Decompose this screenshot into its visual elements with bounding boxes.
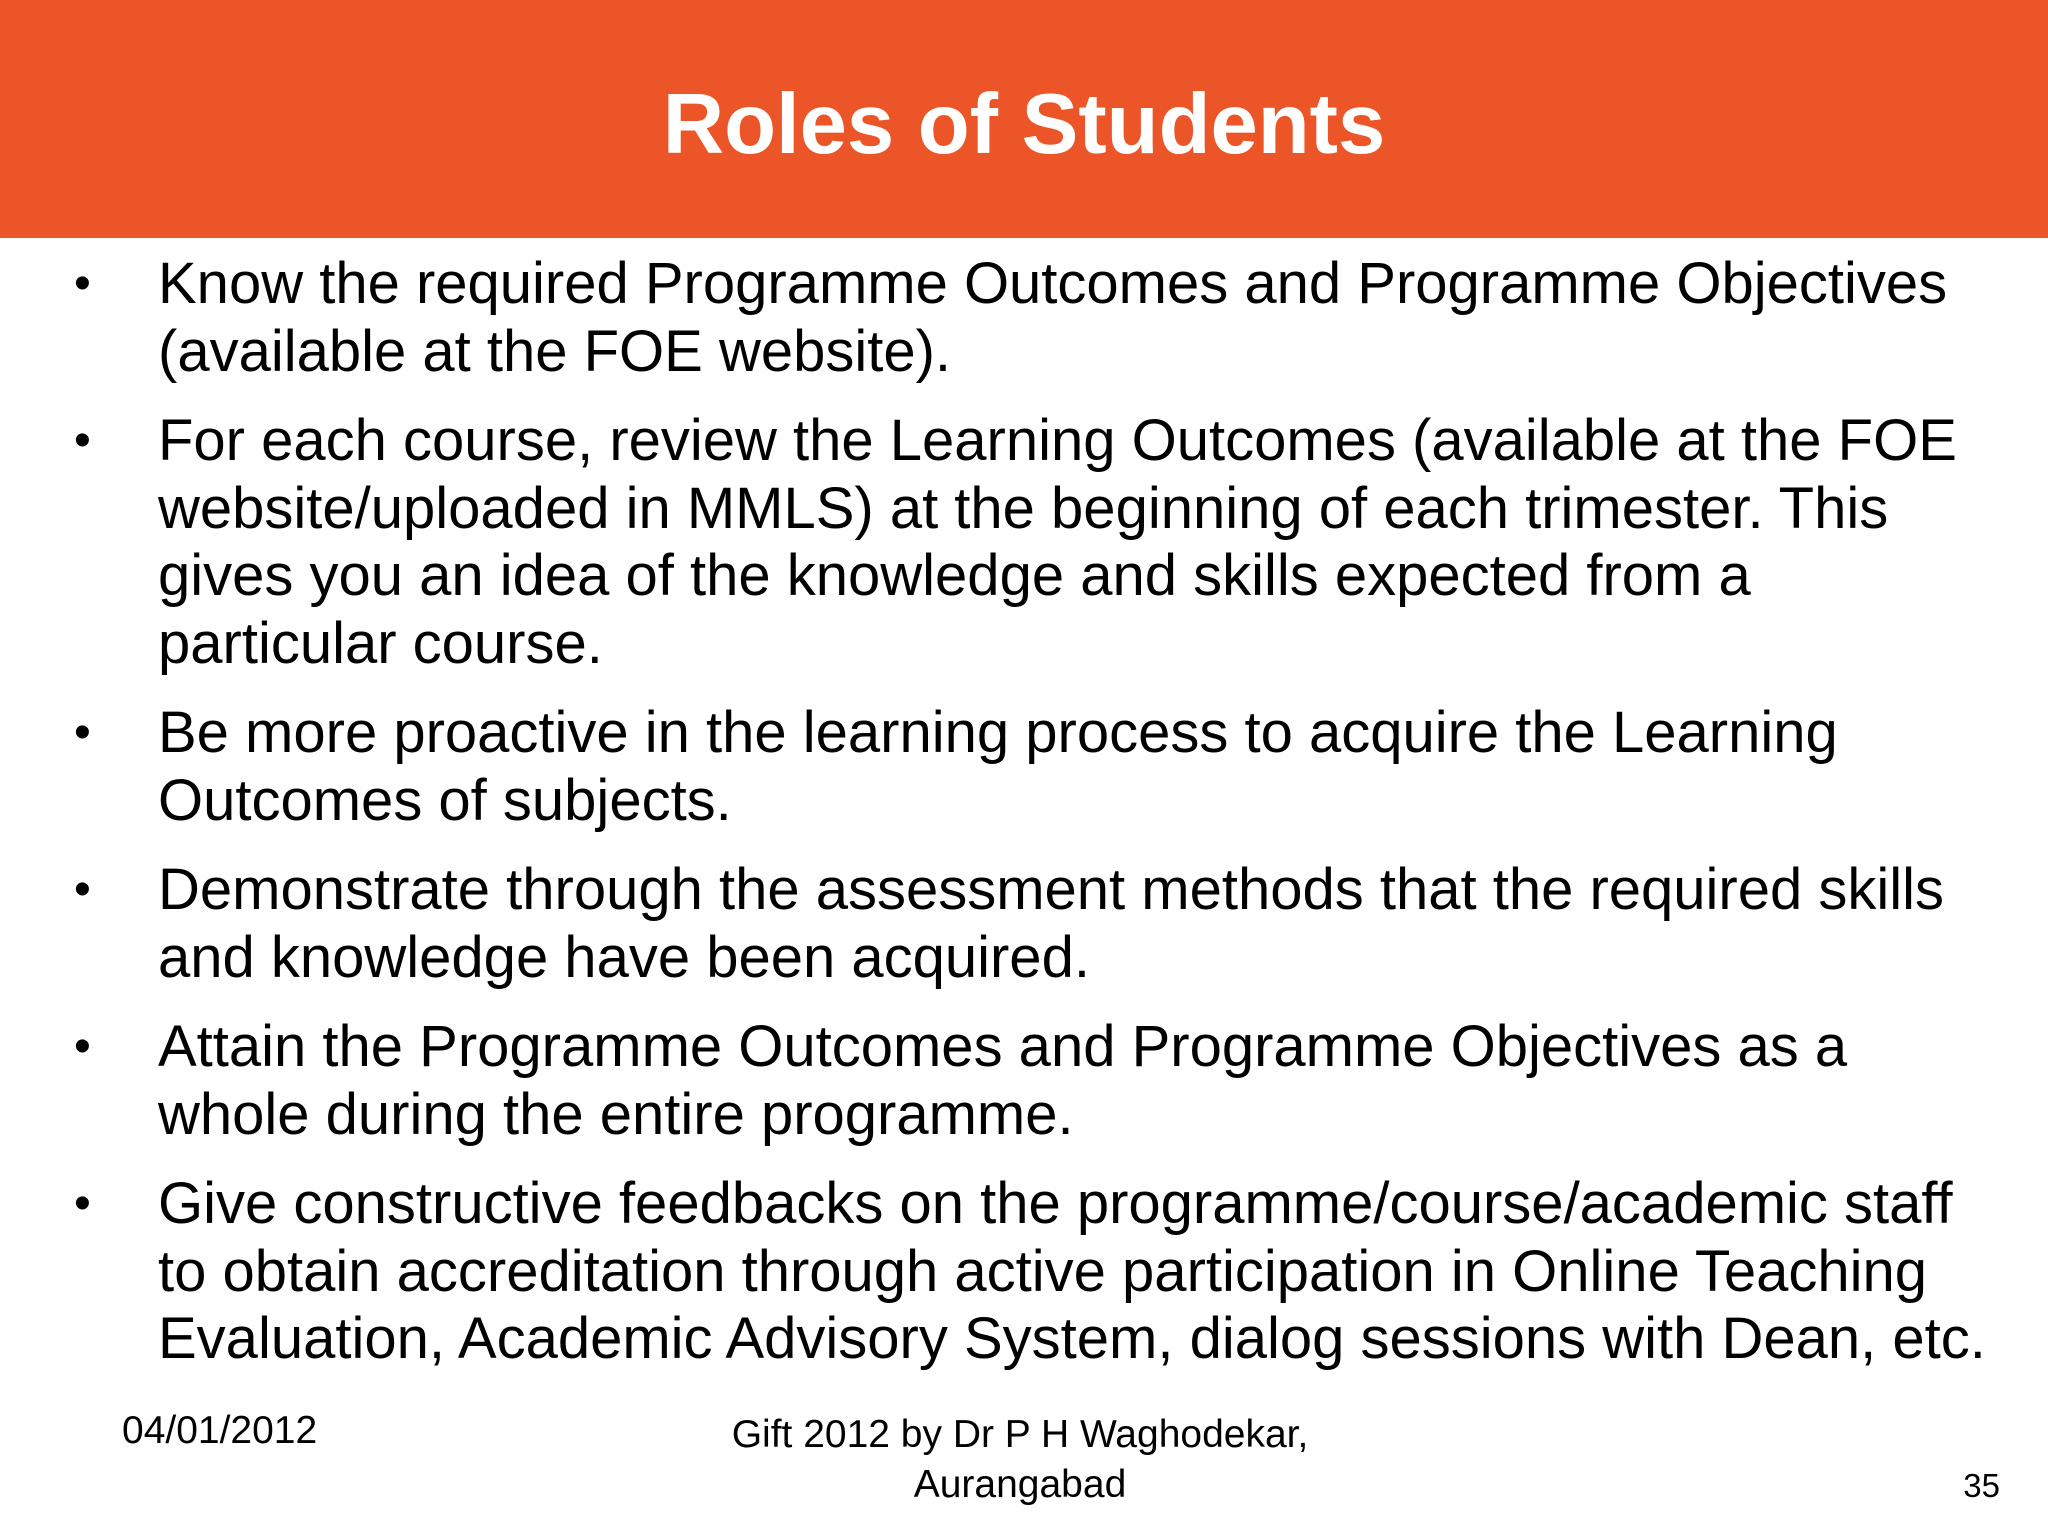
footer-credit-line1: Gift 2012 by Dr P H Waghodekar, <box>731 1413 1309 1456</box>
title-bar <box>0 0 2048 238</box>
bullet-dot: • <box>74 414 91 467</box>
bullet-item <box>74 856 1994 991</box>
bullet-item <box>74 1170 1994 1373</box>
bullet-dot: • <box>74 863 91 916</box>
bullet-item <box>74 407 1994 677</box>
bullet-dot: • <box>74 706 91 759</box>
bullet-text: Be more proactive in the learning process to acquire the Learning Outcomes of subjects. <box>158 700 1838 833</box>
bullet-dot: • <box>74 1177 91 1230</box>
bullet-text: Demonstrate through the assessment methods that the required skills and knowledge have been acquired. <box>158 857 1945 990</box>
bullet-item <box>74 699 1994 834</box>
bullet-text: Give constructive feedbacks on the programme/course/academic staff to obtain accreditation through active participation in Online Teaching Evaluation, Academic Advisory System, dialog sessions with Dean, etc. <box>158 1171 1986 1371</box>
slide-title: Roles of Students <box>662 77 1386 172</box>
bullet-item <box>74 250 1994 385</box>
footer-credit <box>670 1410 1370 1510</box>
bullet-text: For each course, review the Learning Outcomes (available at the FOE website/uploaded in MMLS) at the beginning of each trimester. This gives you an idea of the knowledge and skills expected from a particular course. <box>158 408 1957 676</box>
bullet-text: Know the required Programme Outcomes and Programme Objectives (available at the FOE website). <box>158 251 1948 384</box>
slide-number: 35 <box>1963 1467 2000 1504</box>
bullet-text: Attain the Programme Outcomes and Programme Objectives as a whole during the entire programme. <box>158 1014 1848 1147</box>
bullet-list <box>74 250 1994 1395</box>
bullet-dot: • <box>74 257 91 310</box>
bullet-dot: • <box>74 1020 91 1073</box>
footer-date: 04/01/2012 <box>122 1409 318 1452</box>
footer-credit-line2: Aurangabad <box>913 1463 1127 1506</box>
bullet-item <box>74 1013 1994 1148</box>
